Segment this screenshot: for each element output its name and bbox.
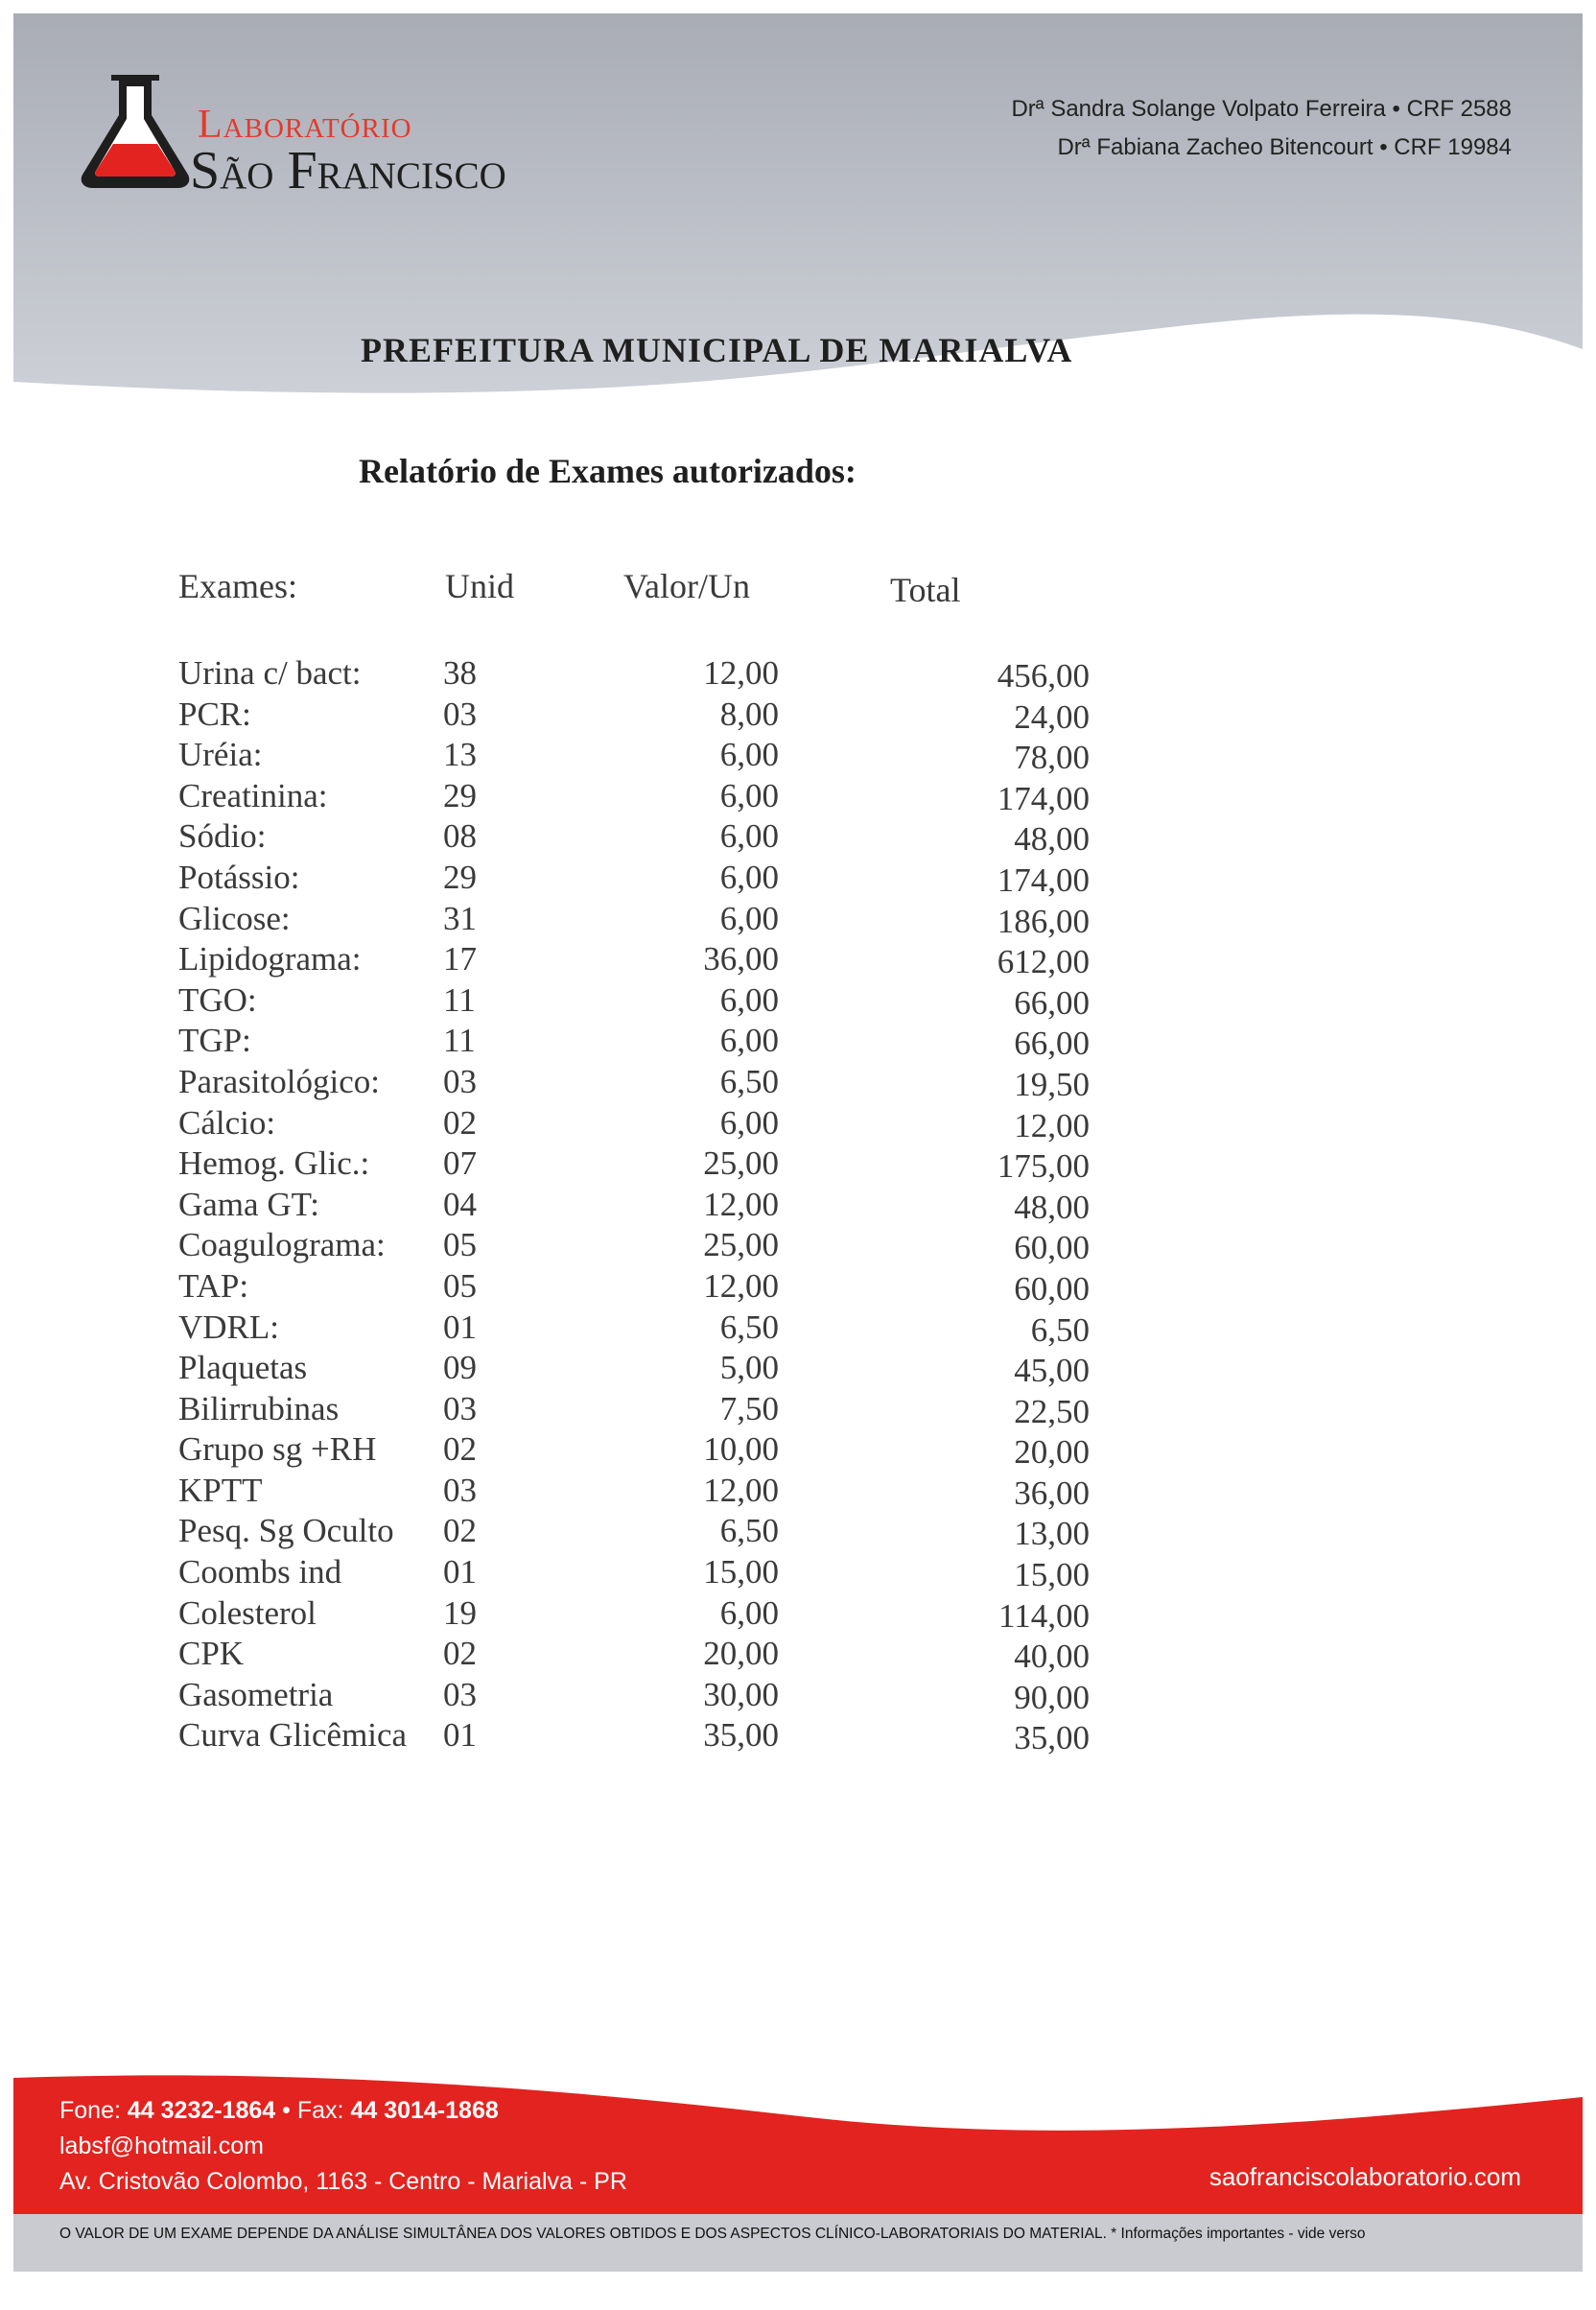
- table-row: [178, 899, 1090, 941]
- exam-unit-value: 35,00: [703, 1716, 779, 1755]
- fax-label: • Fax:: [282, 2097, 344, 2124]
- exam-total: 48,00: [1014, 820, 1090, 859]
- exam-units: 02: [443, 1430, 477, 1469]
- exam-name: Plaquetas: [178, 1349, 308, 1387]
- exam-units: 03: [443, 1675, 477, 1713]
- laboratory-logo: [75, 67, 535, 201]
- exam-total: 186,00: [997, 902, 1090, 940]
- exam-total: 22,50: [1014, 1392, 1090, 1430]
- exam-name: TGP:: [178, 1022, 251, 1060]
- table-row: [178, 1349, 1090, 1390]
- exam-name: Uréia:: [178, 736, 263, 774]
- exam-name: Sódio:: [178, 817, 267, 856]
- exam-units: 03: [443, 1389, 477, 1427]
- exam-total: 6,50: [1030, 1310, 1090, 1349]
- exam-unit-value: 6,00: [719, 817, 779, 856]
- footer-address: Av. Cristovão Colombo, 1163 - Centro - Marialva - PR: [59, 2168, 627, 2195]
- exam-unit-value: 20,00: [703, 1635, 779, 1673]
- exam-name: Creatinina:: [178, 776, 328, 814]
- table-row: [178, 1675, 1090, 1717]
- exam-name: Cálcio:: [178, 1103, 276, 1142]
- exam-unit-value: 6,50: [719, 1512, 779, 1550]
- logo-line2: São Francisco: [190, 141, 506, 200]
- exam-unit-value: 8,00: [719, 695, 779, 733]
- exam-total: 66,00: [1014, 1025, 1090, 1063]
- exam-units: 05: [443, 1226, 477, 1264]
- exam-units: 11: [443, 1022, 476, 1060]
- table-row: [178, 980, 1090, 1023]
- table-row: [178, 1553, 1090, 1594]
- exam-units: 31: [443, 899, 477, 937]
- exam-name: Parasitológico:: [178, 1062, 380, 1100]
- exam-units: 03: [443, 1062, 477, 1100]
- exam-unit-value: 12,00: [703, 1185, 779, 1223]
- exam-name: KPTT: [178, 1471, 263, 1509]
- institution-name: PREFEITURA MUNICIPAL DE MARIALVA: [361, 331, 1073, 369]
- exam-unit-value: 6,00: [719, 776, 779, 814]
- exam-units: 01: [443, 1308, 477, 1346]
- exam-units: 02: [443, 1103, 477, 1142]
- table-row: [178, 1635, 1090, 1676]
- exam-units: 04: [443, 1185, 477, 1223]
- exam-name: Potássio:: [178, 858, 300, 896]
- exam-name: Gama GT:: [178, 1185, 319, 1223]
- phone-number: 44 3232-1864: [127, 2097, 276, 2124]
- exam-name: Colesterol: [178, 1593, 317, 1632]
- exam-units: 03: [443, 695, 477, 733]
- exam-name: Bilirrubinas: [178, 1389, 340, 1427]
- exam-units: 29: [443, 776, 477, 814]
- exam-total: 612,00: [997, 943, 1090, 981]
- table-row: [178, 736, 1090, 777]
- exam-name: PCR:: [178, 695, 251, 733]
- footer-phone-line: [59, 2093, 627, 2129]
- exam-unit-value: 6,50: [719, 1308, 779, 1346]
- table-row: [178, 1308, 1090, 1350]
- table-row: [178, 858, 1090, 900]
- doctor-1: Drª Sandra Solange Volpato Ferreira • CRF 2588: [1011, 96, 1512, 122]
- exam-units: 38: [443, 654, 477, 692]
- exam-unit-value: 6,00: [719, 1103, 779, 1142]
- table-row: [178, 776, 1090, 818]
- exam-rows: [178, 654, 1090, 1757]
- exam-unit-value: 12,00: [703, 654, 779, 692]
- exam-name: TGO:: [178, 980, 257, 1019]
- table-row: [178, 940, 1090, 981]
- footer-disclaimer: O VALOR DE UM EXAME DEPENDE DA ANÁLISE SIMULTÂNEA DOS VALORES OBTIDOS E DOS ASPECTOS CLÍNICO-LABORATORIAIS DO MATERIAL. * Informações importantes - vide verso: [59, 2226, 1366, 2242]
- table-row: [178, 1716, 1090, 1757]
- exam-unit-value: 25,00: [703, 1226, 779, 1264]
- footer-contact: [59, 2093, 627, 2200]
- report-title: Relatório de Exames autorizados:: [359, 452, 857, 490]
- header-exams: Exames:: [178, 567, 297, 605]
- exam-name: VDRL:: [178, 1308, 279, 1346]
- header-valor: Valor/Un: [623, 567, 750, 605]
- exam-unit-value: 6,00: [719, 736, 779, 774]
- exam-unit-value: 10,00: [703, 1430, 779, 1469]
- exam-total: 15,00: [1014, 1556, 1090, 1594]
- footer-email[interactable]: labsf@hotmail.com: [59, 2133, 264, 2159]
- doctors-list: [1011, 90, 1512, 167]
- exam-unit-value: 12,00: [703, 1266, 779, 1305]
- exam-total: 90,00: [1014, 1678, 1090, 1716]
- exam-units: 29: [443, 858, 477, 896]
- exam-total: 36,00: [1014, 1473, 1090, 1512]
- header-unid: Unid: [445, 567, 514, 605]
- exam-total: 66,00: [1014, 983, 1090, 1022]
- table-row: [178, 1226, 1090, 1267]
- table-row: [178, 1266, 1090, 1308]
- exam-total: 174,00: [997, 779, 1090, 817]
- table-row: [178, 1593, 1090, 1636]
- table-row: [178, 817, 1090, 859]
- exam-name: Pesq. Sg Oculto: [178, 1512, 394, 1550]
- exam-units: 01: [443, 1716, 477, 1755]
- exam-name: CPK: [178, 1635, 245, 1673]
- exam-name: Curva Glicêmica: [178, 1716, 408, 1755]
- exam-name: Coagulograma:: [178, 1226, 386, 1264]
- exam-name: Glicose:: [178, 899, 291, 937]
- exam-units: 09: [443, 1349, 477, 1387]
- header-total: Total: [890, 571, 961, 609]
- exam-total: 40,00: [1014, 1638, 1090, 1676]
- table-row: [178, 695, 1090, 737]
- exam-units: 02: [443, 1512, 477, 1550]
- exam-units: 08: [443, 817, 477, 856]
- table-row: [178, 1430, 1090, 1472]
- exam-unit-value: 30,00: [703, 1675, 779, 1713]
- exam-unit-value: 6,00: [719, 1022, 779, 1060]
- flask-icon: [75, 67, 200, 192]
- exam-units: 03: [443, 1471, 477, 1509]
- exam-unit-value: 15,00: [703, 1553, 779, 1591]
- exam-name: Lipidograma:: [178, 940, 362, 978]
- exam-units: 17: [443, 940, 477, 978]
- doctor-2: Drª Fabiana Zacheo Bitencourt • CRF 19984: [1057, 134, 1512, 160]
- logo-line1: Laboratório: [198, 103, 412, 147]
- exam-unit-value: 12,00: [703, 1471, 779, 1509]
- exam-units: 05: [443, 1266, 477, 1305]
- exam-name: Coombs ind: [178, 1553, 342, 1591]
- exam-total: 19,50: [1014, 1065, 1090, 1103]
- exam-total: 24,00: [1014, 697, 1090, 736]
- exam-name: Grupo sg +RH: [178, 1430, 377, 1469]
- exam-unit-value: 6,00: [719, 1593, 779, 1632]
- exam-total: 20,00: [1014, 1433, 1090, 1472]
- table-row: [178, 1185, 1090, 1227]
- table-row: [178, 1471, 1090, 1513]
- table-row: [178, 1512, 1090, 1553]
- exam-units: 07: [443, 1144, 477, 1183]
- table-row: [178, 1389, 1090, 1431]
- exam-total: 175,00: [997, 1147, 1090, 1186]
- exam-total: 13,00: [1014, 1515, 1090, 1553]
- table-row: [178, 1022, 1090, 1063]
- exam-total: 45,00: [1014, 1352, 1090, 1390]
- table-row: [178, 1144, 1090, 1186]
- exam-unit-value: 6,00: [719, 858, 779, 896]
- exam-unit-value: 6,50: [719, 1062, 779, 1100]
- exam-name: Urina c/ bact:: [178, 654, 362, 692]
- table-row: [178, 1103, 1090, 1145]
- exam-units: 02: [443, 1635, 477, 1673]
- exam-unit-value: 7,50: [719, 1389, 779, 1427]
- exam-units: 01: [443, 1553, 477, 1591]
- exam-units: 13: [443, 736, 477, 774]
- table-row: [178, 1062, 1090, 1104]
- exam-total: 60,00: [1014, 1269, 1090, 1308]
- exam-name: Gasometria: [178, 1675, 334, 1713]
- exam-unit-value: 6,00: [719, 899, 779, 937]
- exam-total: 78,00: [1014, 739, 1090, 777]
- exam-total: 48,00: [1014, 1188, 1090, 1226]
- exam-name: TAP:: [178, 1266, 249, 1305]
- exam-name: Hemog. Glic.:: [178, 1144, 370, 1183]
- footer-website[interactable]: saofranciscolaboratorio.com: [1209, 2162, 1521, 2191]
- exam-total: 35,00: [1014, 1719, 1090, 1757]
- exam-unit-value: 6,00: [719, 980, 779, 1019]
- phone-label: Fone:: [59, 2097, 121, 2124]
- exam-total: 456,00: [997, 657, 1090, 695]
- exam-unit-value: 36,00: [703, 940, 779, 978]
- exam-unit-value: 5,00: [719, 1349, 779, 1387]
- table-row: [178, 654, 1090, 695]
- exam-total: 12,00: [1014, 1106, 1090, 1144]
- exam-units: 11: [443, 980, 476, 1019]
- exam-unit-value: 25,00: [703, 1144, 779, 1183]
- fax-number: 44 3014-1868: [350, 2097, 499, 2124]
- exam-total: 174,00: [997, 860, 1090, 899]
- exam-units: 19: [443, 1593, 477, 1632]
- exam-total: 60,00: [1014, 1229, 1090, 1267]
- exam-total: 114,00: [998, 1596, 1090, 1635]
